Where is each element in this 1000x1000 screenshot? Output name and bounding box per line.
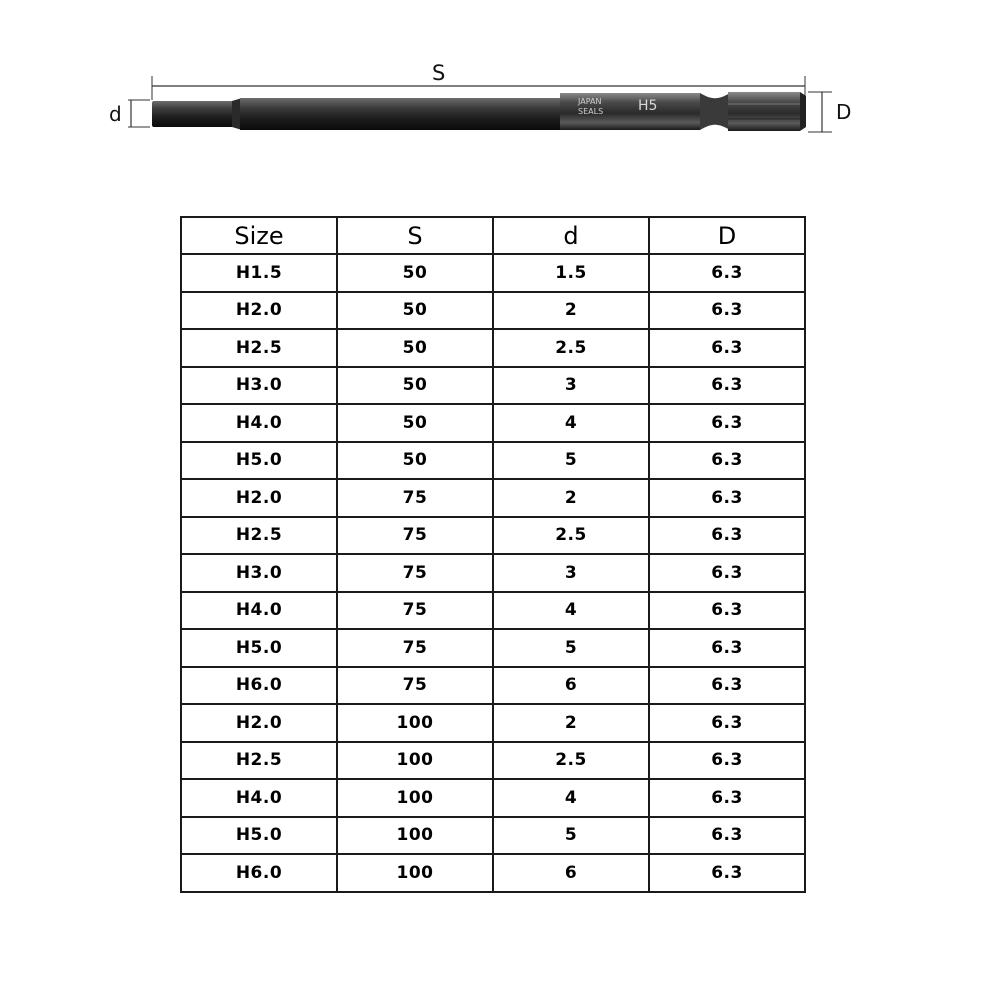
cell-s: 50 xyxy=(337,442,493,480)
cell-d-large: 6.3 xyxy=(649,629,805,667)
table-row xyxy=(181,479,805,517)
table-row xyxy=(181,329,805,367)
cell-d-small: 2.5 xyxy=(493,517,649,555)
cell-size: H2.5 xyxy=(181,517,337,555)
bit-marking-line1: JAPAN xyxy=(578,97,602,106)
cell-size: H6.0 xyxy=(181,667,337,705)
cell-size: H4.0 xyxy=(181,592,337,630)
cell-size: H6.0 xyxy=(181,854,337,892)
cell-d-large: 6.3 xyxy=(649,667,805,705)
cell-d-large: 6.3 xyxy=(649,329,805,367)
cell-d-small: 2 xyxy=(493,292,649,330)
cell-size: H2.0 xyxy=(181,704,337,742)
cell-size: H5.0 xyxy=(181,817,337,855)
cell-s: 75 xyxy=(337,667,493,705)
table-row xyxy=(181,667,805,705)
cell-s: 100 xyxy=(337,817,493,855)
dimension-s xyxy=(152,61,805,100)
cell-d-small: 5 xyxy=(493,817,649,855)
cell-d-small: 2.5 xyxy=(493,742,649,780)
table-row xyxy=(181,779,805,817)
table-row xyxy=(181,854,805,892)
table-row xyxy=(181,704,805,742)
cell-size: H2.5 xyxy=(181,742,337,780)
cell-d-small: 4 xyxy=(493,779,649,817)
cell-d-large: 6.3 xyxy=(649,292,805,330)
table-row xyxy=(181,629,805,667)
header-d-small: d xyxy=(493,217,649,254)
label-D: D xyxy=(836,100,852,124)
cell-size: H4.0 xyxy=(181,404,337,442)
cell-d-large: 6.3 xyxy=(649,367,805,405)
cell-size: H5.0 xyxy=(181,629,337,667)
cell-s: 100 xyxy=(337,704,493,742)
cell-d-small: 5 xyxy=(493,442,649,480)
table-row xyxy=(181,442,805,480)
header-size: Size xyxy=(181,217,337,254)
cell-s: 100 xyxy=(337,742,493,780)
cell-s: 100 xyxy=(337,779,493,817)
cell-size: H5.0 xyxy=(181,442,337,480)
table-row xyxy=(181,592,805,630)
table-row xyxy=(181,554,805,592)
table-row xyxy=(181,367,805,405)
dimension-d xyxy=(109,100,150,127)
table-row xyxy=(181,817,805,855)
cell-d-small: 5 xyxy=(493,629,649,667)
cell-d-small: 2.5 xyxy=(493,329,649,367)
cell-d-large: 6.3 xyxy=(649,779,805,817)
table-row xyxy=(181,404,805,442)
cell-s: 100 xyxy=(337,854,493,892)
cell-d-large: 6.3 xyxy=(649,742,805,780)
hex-bit-image xyxy=(152,92,806,131)
table-row xyxy=(181,254,805,292)
label-d: d xyxy=(109,102,122,126)
table-row xyxy=(181,517,805,555)
cell-d-small: 6 xyxy=(493,854,649,892)
cell-d-small: 2 xyxy=(493,704,649,742)
cell-d-small: 1.5 xyxy=(493,254,649,292)
cell-s: 75 xyxy=(337,554,493,592)
cell-d-large: 6.3 xyxy=(649,517,805,555)
cell-d-large: 6.3 xyxy=(649,817,805,855)
cell-d-large: 6.3 xyxy=(649,442,805,480)
header-d-large: D xyxy=(649,217,805,254)
bit-marking-line2: SEALS xyxy=(578,107,604,116)
cell-size: H1.5 xyxy=(181,254,337,292)
cell-s: 75 xyxy=(337,517,493,555)
cell-size: H2.0 xyxy=(181,292,337,330)
cell-s: 75 xyxy=(337,479,493,517)
cell-s: 50 xyxy=(337,404,493,442)
bit-marking-size: H5 xyxy=(638,98,658,114)
cell-d-large: 6.3 xyxy=(649,404,805,442)
cell-size: H2.0 xyxy=(181,479,337,517)
cell-s: 50 xyxy=(337,254,493,292)
label-s: S xyxy=(432,61,446,85)
table-header-row xyxy=(181,217,805,254)
cell-s: 50 xyxy=(337,367,493,405)
cell-d-large: 6.3 xyxy=(649,554,805,592)
cell-d-small: 2 xyxy=(493,479,649,517)
table-row xyxy=(181,742,805,780)
cell-d-large: 6.3 xyxy=(649,854,805,892)
cell-s: 50 xyxy=(337,292,493,330)
cell-size: H2.5 xyxy=(181,329,337,367)
dimension-D xyxy=(808,92,851,132)
cell-d-large: 6.3 xyxy=(649,592,805,630)
cell-s: 75 xyxy=(337,592,493,630)
cell-d-large: 6.3 xyxy=(649,479,805,517)
size-spec-table xyxy=(180,216,806,893)
cell-d-small: 4 xyxy=(493,592,649,630)
table-row xyxy=(181,292,805,330)
cell-s: 50 xyxy=(337,329,493,367)
cell-size: H3.0 xyxy=(181,554,337,592)
cell-d-small: 6 xyxy=(493,667,649,705)
cell-s: 75 xyxy=(337,629,493,667)
cell-d-small: 4 xyxy=(493,404,649,442)
cell-d-small: 3 xyxy=(493,367,649,405)
header-s: S xyxy=(337,217,493,254)
cell-d-large: 6.3 xyxy=(649,704,805,742)
cell-size: H4.0 xyxy=(181,779,337,817)
cell-size: H3.0 xyxy=(181,367,337,405)
cell-d-large: 6.3 xyxy=(649,254,805,292)
cell-d-small: 3 xyxy=(493,554,649,592)
bit-dimension-diagram xyxy=(0,0,1000,200)
